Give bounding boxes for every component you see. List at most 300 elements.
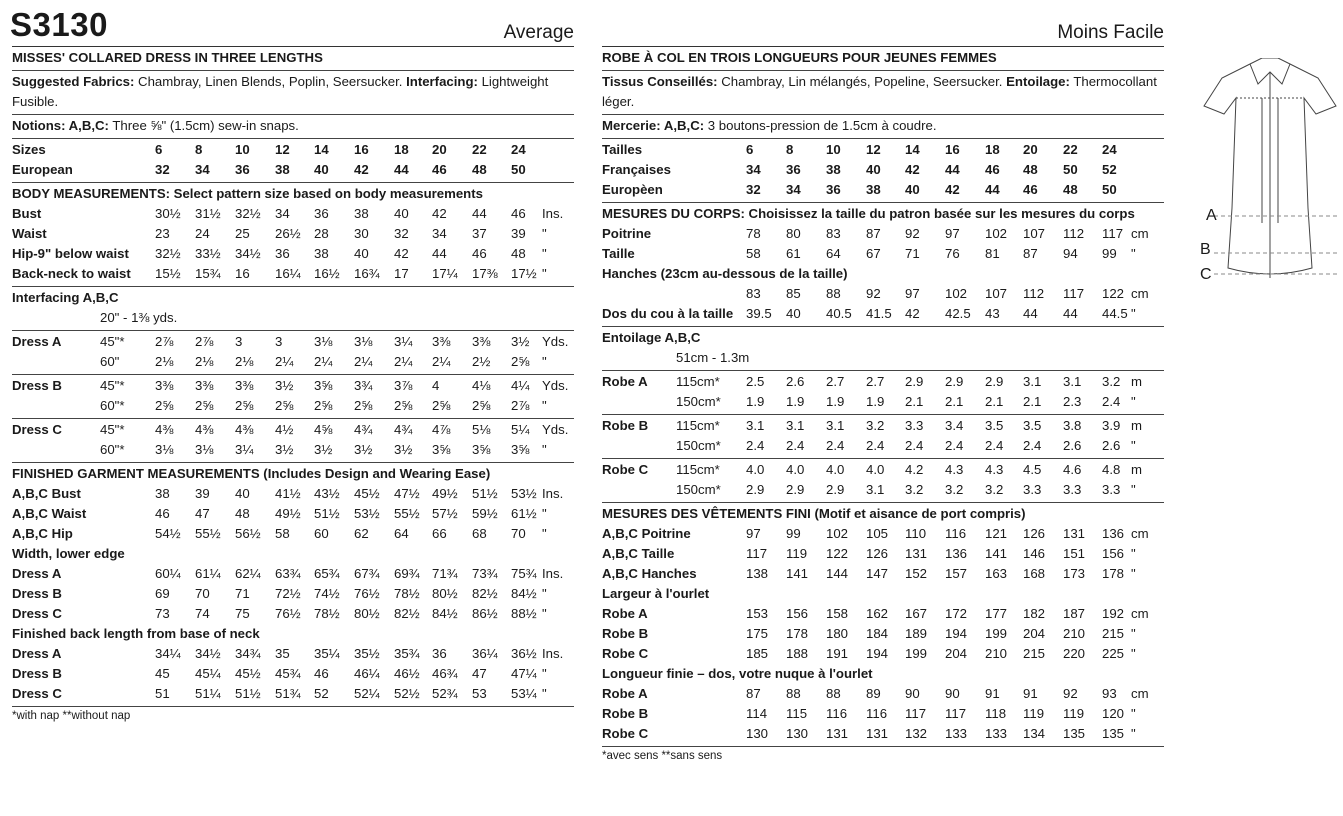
cell-value: 99 [1102,246,1117,261]
cell-value: 141 [786,566,809,581]
row-label: Tailles [602,142,643,157]
cell-value: 45¼ [195,666,221,681]
finished-measurements-title: FINISHED GARMENT MEASUREMENTS (Includes Design and Wearing Ease) [12,466,491,481]
cell-value: 122 [826,546,849,561]
cell-value: 49½ [432,486,458,501]
cell-value: 118 [985,706,1007,721]
cell-value: 2⅝ [432,398,451,413]
cell-value: 180 [826,626,849,641]
cell-value: 1.9 [866,394,885,409]
cell-value: 133 [985,726,1008,741]
cell-value: 42 [945,182,960,197]
cell-value: 40 [905,182,920,197]
cell-value: 36 [235,162,250,177]
length-row [602,724,1164,744]
unit-label: " [542,442,547,457]
cell-value: 116 [866,706,888,721]
cell-value: 6 [746,142,754,157]
cell-value: 3.2 [945,482,964,497]
cell-value: 25 [235,226,250,241]
cell-value: 32½ [155,246,181,261]
cell-value: 3½ [354,442,373,457]
row-label: Robe B [602,706,649,721]
cell-value: 18 [394,142,409,157]
cell-value: 133 [945,726,968,741]
cell-value: 204 [1023,626,1046,641]
cell-value: 34½ [195,646,221,661]
row-label: A,B,C Bust [12,486,81,501]
row-label: Sizes [12,142,46,157]
finished-row [12,524,574,544]
group-label: Robe B [602,418,649,433]
cell-value: 12 [866,142,881,157]
unit-label: Yds. [542,422,569,437]
fabric-row [602,372,1164,392]
unit-label: " [1131,646,1136,661]
cell-value: 43½ [314,486,340,501]
cell-value: 16¼ [275,266,301,281]
fabric-group [602,371,1164,415]
cell-value: 76 [945,246,960,261]
fabric-width: 60"* [100,398,125,413]
unit-label: " [542,226,547,241]
cell-value: 46½ [394,666,420,681]
cell-value: 34 [195,162,210,177]
finished-row [12,484,574,504]
size-row [12,160,574,180]
cell-value: 87 [1023,246,1038,261]
cell-value: 22 [1063,142,1078,157]
fabrics-section [12,71,574,115]
cell-value: 2⅝ [354,398,373,413]
cell-value: 51 [155,686,170,701]
cell-value: 122 [1102,286,1125,301]
cell-value: 28 [314,226,329,241]
cell-value: 2⅛ [195,354,214,369]
cell-value: 44 [1023,306,1038,321]
cell-value: 66 [432,526,447,541]
fabrics-label: Tissus Conseillés: [602,74,718,89]
cell-value: 4.2 [905,462,924,477]
cell-value: 156 [786,606,809,621]
cell-value: 68 [472,526,487,541]
cell-value: 34½ [235,246,261,261]
cell-value: 70 [511,526,526,541]
cell-value: 2.9 [826,482,845,497]
cell-value: 44 [985,182,1000,197]
cell-value: 62 [354,526,369,541]
cell-value: 8 [786,142,794,157]
cell-value: 188 [786,646,809,661]
unit-label: cm [1131,606,1149,621]
difficulty-level: Average [503,22,574,43]
cell-value: 71 [905,246,920,261]
fabric-width: 150cm* [676,438,721,453]
cell-value: 16½ [314,266,340,281]
cell-value: 110 [905,526,927,541]
cell-value: 3.2 [1102,374,1121,389]
cell-value: 40 [786,306,801,321]
french-column [602,0,1164,762]
fabric-width: 115cm* [676,418,720,433]
difficulty-level: Moins Facile [1057,22,1164,43]
cell-value: 14 [905,142,920,157]
cell-value: 2.9 [905,374,924,389]
cell-value: 2⅝ [394,398,413,413]
cell-value: 41.5 [866,306,892,321]
length-row [12,684,574,704]
cell-value: 38 [314,246,329,261]
cell-value: 117 [1102,226,1124,241]
cell-value: 97 [945,226,960,241]
unit-label: " [1131,726,1136,741]
fabrics-label: Suggested Fabrics: [12,74,135,89]
cell-value: 46 [511,206,526,221]
cell-value: 2⅝ [472,398,491,413]
fabric-width: 150cm* [676,482,721,497]
cell-value: 34 [786,182,801,197]
unit-label: Yds. [542,378,569,393]
cell-value: 78½ [314,606,340,621]
row-label: Dress C [12,606,62,621]
fabrics-section [602,71,1164,115]
cell-value: 59½ [472,506,498,521]
cell-value: 52¼ [354,686,380,701]
cell-value: 3¾ [354,378,373,393]
cell-value: 5⅛ [472,422,491,437]
cell-value: 115 [786,706,808,721]
fabric-group [12,419,574,463]
cell-value: 38 [155,486,170,501]
fabric-width: 45"* [100,378,125,393]
cell-value: 53½ [354,506,380,521]
cell-value: 35¼ [314,646,340,661]
cell-value: 1.9 [826,394,845,409]
cell-value: 3¼ [394,334,413,349]
cell-value: 2⅝ [275,398,294,413]
cell-value: 64 [394,526,409,541]
cell-value: 34 [746,162,761,177]
unit-label: Yds. [542,334,569,349]
unit-label: " [1131,626,1136,641]
cell-value: 2.4 [746,438,765,453]
cell-value: 84½ [511,586,537,601]
body-measurements-section [12,183,574,287]
cell-value: 47¼ [511,666,537,681]
cell-value: 2½ [472,354,491,369]
unit-label: " [1131,306,1136,321]
cell-value: 73¾ [472,566,498,581]
cell-value: 204 [945,646,968,661]
cell-value: 44.5 [1102,306,1128,321]
cell-value: 34¼ [155,646,181,661]
cell-value: 2.1 [905,394,924,409]
cell-value: 2⅝ [195,398,214,413]
unit-label: " [1131,566,1136,581]
cell-value: 6 [155,142,163,157]
cell-value: 2⅝ [511,354,530,369]
cell-value: 119 [1063,706,1085,721]
cell-value: 2.4 [1023,438,1042,453]
row-label: A,B,C Waist [12,506,87,521]
cell-value: 88 [786,686,801,701]
fabric-row [602,416,1164,436]
cell-value: 35½ [354,646,380,661]
unit-label: " [542,398,547,413]
cell-value: 184 [866,626,889,641]
cell-value: 147 [866,566,889,581]
header [602,0,1164,47]
cell-value: 121 [985,526,1008,541]
cell-value: 52¾ [432,686,458,701]
cell-value: 99 [786,526,801,541]
unit-label: " [1131,546,1136,561]
cell-value: 126 [866,546,889,561]
cell-value: 3½ [275,442,294,457]
cell-value: 20 [1023,142,1038,157]
cell-value: 2.9 [985,374,1004,389]
unit-label: " [542,666,547,681]
notions-label: Notions: A,B,C: [12,118,109,133]
cell-value: 3.1 [746,418,765,433]
cell-value: 3⅜ [155,378,174,393]
unit-label: " [1131,482,1136,497]
length-row [602,704,1164,724]
cell-value: 40 [394,206,409,221]
cell-value: 194 [866,646,889,661]
cell-value: 50 [511,162,526,177]
finished-measurements-section [602,503,1164,747]
cell-value: 2¼ [354,354,373,369]
row-label: Waist [12,226,47,241]
cell-value: 50 [1102,182,1117,197]
cell-value: 38 [354,206,369,221]
pattern-title: ROBE À COL EN TROIS LONGUEURS POUR JEUNES FEMMES [602,47,1164,71]
cell-value: 1.9 [786,394,805,409]
cell-value: 199 [905,646,928,661]
cell-value: 215 [1023,646,1046,661]
cell-value: 194 [945,626,968,641]
cell-value: 3⅝ [314,378,333,393]
cell-value: 38 [275,162,290,177]
cell-value: 71 [235,586,250,601]
cell-value: 45½ [354,486,380,501]
cell-value: 58 [275,526,290,541]
interfacing-text: Lightweight Fusible. [12,74,549,109]
width-row [602,644,1164,664]
cell-value: 15¾ [195,266,221,281]
cell-value: 5¼ [511,422,530,437]
unit-label: " [542,526,547,541]
unit-label: cm [1131,686,1149,701]
body-measurement-row [602,244,1164,264]
cell-value: 3⅝ [432,442,451,457]
cell-value: 44 [1063,306,1078,321]
row-label: Europèen [602,182,663,197]
unit-label: cm [1131,286,1149,301]
body-measurements-title: MESURES DU CORPS: Choisissez la taille du patron basée sur les mesures du corps [602,206,1135,221]
row-label: A,B,C Taille [602,546,675,561]
unit-label: m [1131,462,1142,477]
row-label: Taille [602,246,635,261]
cell-value: 167 [905,606,928,621]
cell-value: 3⅛ [155,442,174,457]
finished-measurements-title: MESURES DES VÊTEMENTS FINI (Motif et aisance de port compris) [602,506,1026,521]
cell-value: 70 [195,586,210,601]
cell-value: 2⅝ [235,398,254,413]
cell-value: 172 [945,606,968,621]
row-label: Dress B [12,666,62,681]
row-label: Hip-9" below waist [12,246,129,261]
cell-value: 36 [275,246,290,261]
cell-value: 117 [1063,286,1085,301]
cell-value: 3.8 [1063,418,1082,433]
hanches-label: Hanches (23cm au-dessous de la taille) [602,266,848,281]
cell-value: 51½ [235,686,261,701]
cell-value: 45½ [235,666,261,681]
width-row [602,624,1164,644]
cell-value: 1.9 [746,394,765,409]
fabric-row [12,420,574,440]
cell-value: 4⅛ [472,378,491,393]
cell-value: 3.1 [786,418,805,433]
cell-value: 2⅛ [155,354,174,369]
cell-value: 130 [746,726,769,741]
cell-value: 3½ [394,442,413,457]
cell-value: 102 [945,286,968,301]
cell-value: 107 [985,286,1008,301]
cell-value: 2¼ [432,354,451,369]
cell-value: 2.1 [945,394,964,409]
cell-value: 3.4 [945,418,964,433]
cell-value: 38 [866,182,881,197]
cell-value: 91 [985,686,1000,701]
width-row [12,604,574,624]
cell-value: 52 [1102,162,1117,177]
cell-value: 31½ [195,206,221,221]
fabric-row [12,396,574,416]
fabric-width: 115cm* [676,462,720,477]
width-lower-edge-title: Width, lower edge [12,546,125,561]
fabric-row [12,440,574,460]
finished-measurements-section [12,463,574,707]
cell-value: 131 [826,726,849,741]
cell-value: 36 [786,162,801,177]
dress-technical-drawing [1200,58,1340,298]
cell-value: 2.9 [746,482,765,497]
cell-value: 39 [511,226,526,241]
cell-value: 75¾ [511,566,537,581]
cell-value: 32 [746,182,761,197]
cell-value: 116 [945,526,967,541]
cell-value: 71¾ [432,566,458,581]
cell-value: 2.7 [866,374,885,389]
cell-value: 73 [155,606,170,621]
cell-value: 4¾ [354,422,373,437]
cell-value: 72½ [275,586,301,601]
cell-value: 49½ [275,506,301,521]
cell-value: 67 [866,246,881,261]
unit-label: Ins. [542,486,564,501]
fabric-group [12,331,574,375]
cell-value: 3.9 [1102,418,1121,433]
cell-value: 2.3 [1063,394,1082,409]
unit-label: " [542,686,547,701]
width-lower-edge-title: Largeur à l'ourlet [602,586,710,601]
cell-value: 187 [1063,606,1086,621]
row-label: Dress A [12,566,62,581]
cell-value: 32 [155,162,170,177]
cell-value: 3.1 [1023,374,1042,389]
cell-value: 4⅝ [314,422,333,437]
cell-value: 40 [354,246,369,261]
cell-value: 38 [826,162,841,177]
cell-value: 64 [826,246,841,261]
cell-value: 67¾ [354,566,380,581]
cell-value: 48 [472,162,487,177]
cell-value: 20 [432,142,447,157]
cell-value: 136 [945,546,968,561]
fabric-width: 60" [100,354,120,369]
cell-value: 3⅜ [472,334,491,349]
cell-value: 2.4 [985,438,1004,453]
cell-value: 2⅞ [155,334,174,349]
notions-text: 3 boutons-pression de 1.5cm à coudre. [704,118,937,133]
cell-value: 88 [826,286,841,301]
cell-value: 51¼ [195,686,221,701]
cell-value: 117 [945,706,967,721]
interfacing-yardage: 51cm - 1.3m [676,350,750,365]
view-label-a: A [1206,207,1217,224]
body-measurements-title: BODY MEASUREMENTS: Select pattern size based on body measurements [12,186,483,201]
cell-value: 44 [432,246,447,261]
cell-value: 80½ [354,606,380,621]
cell-value: 74½ [314,586,340,601]
cell-value: 3.3 [1063,482,1082,497]
cell-value: 2¼ [394,354,413,369]
cell-value: 55½ [195,526,221,541]
fabric-group [602,415,1164,459]
cell-value: 97 [905,286,920,301]
cell-value: 16 [354,142,369,157]
cell-value: 4.3 [945,462,964,477]
row-label: Dos du cou à la taille [602,306,734,321]
cell-value: 45 [155,666,170,681]
cell-value: 135 [1102,726,1125,741]
cell-value: 3½ [314,442,333,457]
cell-value: 50 [1063,162,1078,177]
notions-text: Three ⅝" (1.5cm) sew-in snaps. [108,118,299,133]
cell-value: 119 [1023,706,1045,721]
cell-value: 112 [1063,226,1085,241]
width-row [602,604,1164,624]
cell-value: 3.1 [866,482,885,497]
cell-value: 88 [826,686,841,701]
header [12,0,574,47]
cell-value: 89 [866,686,881,701]
cell-value: 178 [1102,566,1125,581]
unit-label: " [1131,394,1136,409]
cell-value: 24 [511,142,526,157]
row-label: A,B,C Poitrine [602,526,691,541]
cell-value: 3⅞ [394,378,413,393]
cell-value: 76½ [354,586,380,601]
cell-value: 17 [394,266,409,281]
cell-value: 3⅜ [195,378,214,393]
cell-value: 44 [945,162,960,177]
cell-value: 182 [1023,606,1046,621]
cell-value: 18 [985,142,1000,157]
